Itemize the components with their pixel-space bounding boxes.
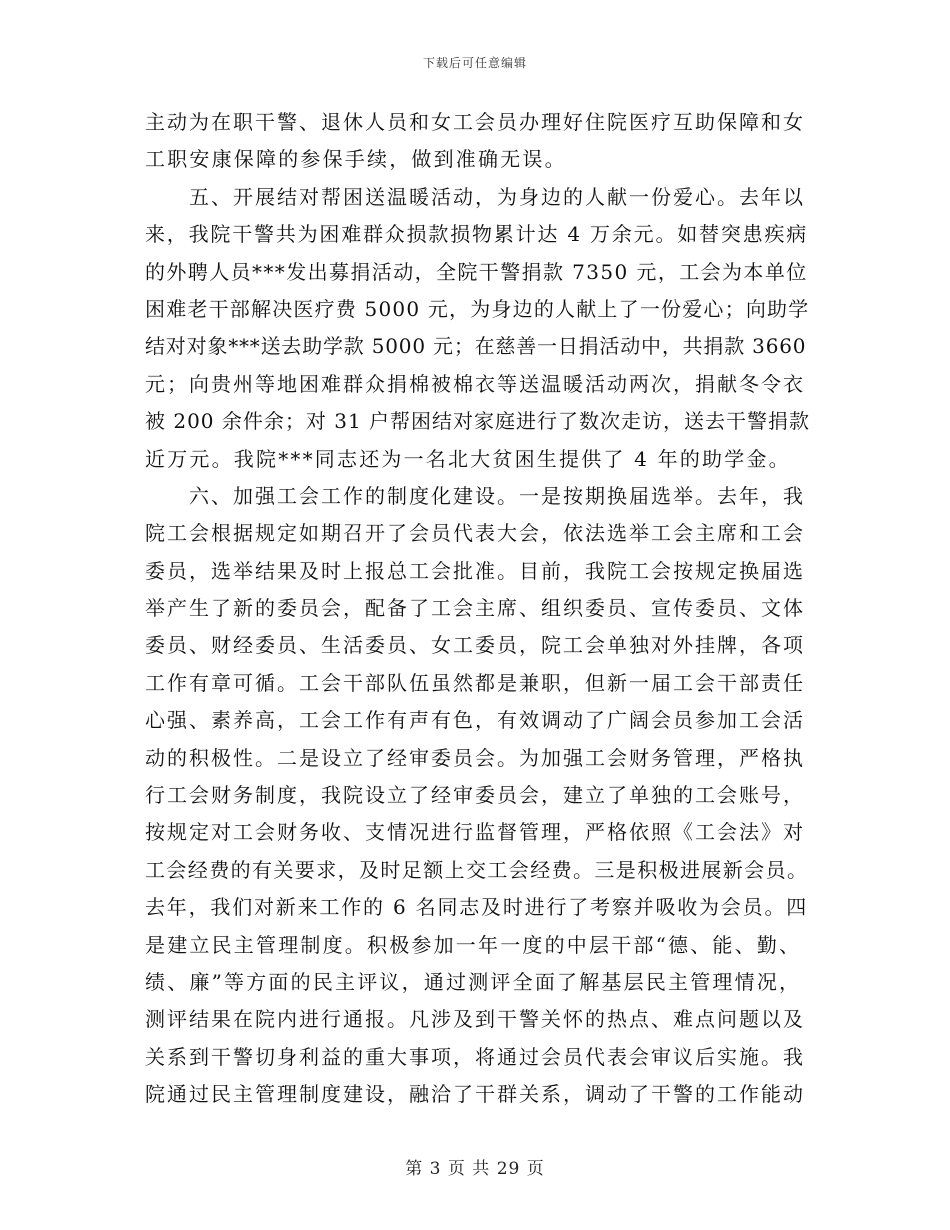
text-line: 院工会根据规定如期召开了会员代表大会，依法选举工会主席和工会	[145, 521, 805, 546]
text-line: 被 200 余件余；对 31 户帮困结对家庭进行了数次走访，送去干警捐款	[145, 409, 811, 434]
text-line: 困难老干部解决医疗费 5000 元，为身边的人献上了一份爱心；向助学	[145, 296, 810, 321]
body-text	[145, 104, 810, 1114]
text-line: 六、加强工会工作的制度化建设。一是按期换届选举。去年，我	[145, 483, 805, 508]
text-line: 心强、素养高，工会工作有声有色，有效调动了广阔会员参加工会活	[145, 708, 805, 733]
text-line: 五、开展结对帮困送温暖活动，为身边的人献一份爱心。去年以	[145, 184, 805, 209]
text-line: 按规定对工会财务收、支情况进行监督管理，严格依照《工会法》对	[145, 820, 805, 845]
text-line: 委员、财经委员、生活委员、女工委员，院工会单独对外挂牌，各项	[145, 633, 805, 658]
text-line: 绩、廉”等方面的民主评议，通过测评全面了解基层民主管理情况，	[145, 969, 802, 994]
text-line: 工职安康保障的参保手续，做到准确无误。	[145, 147, 567, 172]
text-line: 去年，我们对新来工作的 6 名同志及时进行了考察并吸收为会员。四	[145, 895, 809, 920]
text-line: 工作有章可循。工会干部队伍虽然都是兼职，但新一届工会干部责任	[145, 670, 805, 695]
text-line: 关系到干警切身利益的重大事项，将通过会员代表会审议后实施。我	[145, 1044, 805, 1069]
text-line: 行工会财务制度，我院设立了经审委员会，建立了单独的工会账号，	[145, 783, 805, 808]
text-line: 来，我院干警共为困难群众损款损物累计达 4 万余元。如替突患疾病	[145, 222, 809, 247]
text-line: 主动为在职干警、退休人员和女工会员办理好住院医疗互助保障和女	[145, 110, 805, 134]
text-line: 院通过民主管理制度建设，融洽了干群关系，调动了干警的工作能动	[145, 1082, 805, 1107]
text-line: 近万元。我院***同志还为一名北大贫困生提供了 4 年的助学金。	[145, 446, 791, 471]
text-line: 结对对象***送去助学款 5000 元；在慈善一日捐活动中，共捐款 3660	[145, 334, 807, 359]
text-line: 是建立民主管理制度。积极参加一年一度的中层干部“德、能、勤、	[145, 932, 802, 957]
page-header: 下载后可任意编辑	[422, 56, 527, 70]
text-line: 举产生了新的委员会，配备了工会主席、组织委员、宣传委员、文体	[145, 596, 805, 621]
text-line: 动的积极性。二是设立了经审委员会。为加强工会财务管理，严格执	[145, 745, 805, 770]
text-line: 委员，选举结果及时上报总工会批准。目前，我院工会按规定换届选	[145, 558, 805, 583]
text-line: 工会经费的有关要求，及时足额上交工会经费。三是积极进展新会员。	[145, 857, 809, 882]
page-footer: 第 3 页 共 29 页	[405, 1159, 545, 1179]
text-line: 测评结果在院内进行通报。凡涉及到干警关怀的热点、难点问题以及	[145, 1007, 805, 1032]
text-line: 的外聘人员***发出募捐活动，全院干警捐款 7350 元，工会为本单位	[145, 259, 808, 284]
text-line: 元；向贵州等地困难群众捐棉被棉衣等送温暖活动两次，捐献冬令衣	[145, 371, 805, 396]
